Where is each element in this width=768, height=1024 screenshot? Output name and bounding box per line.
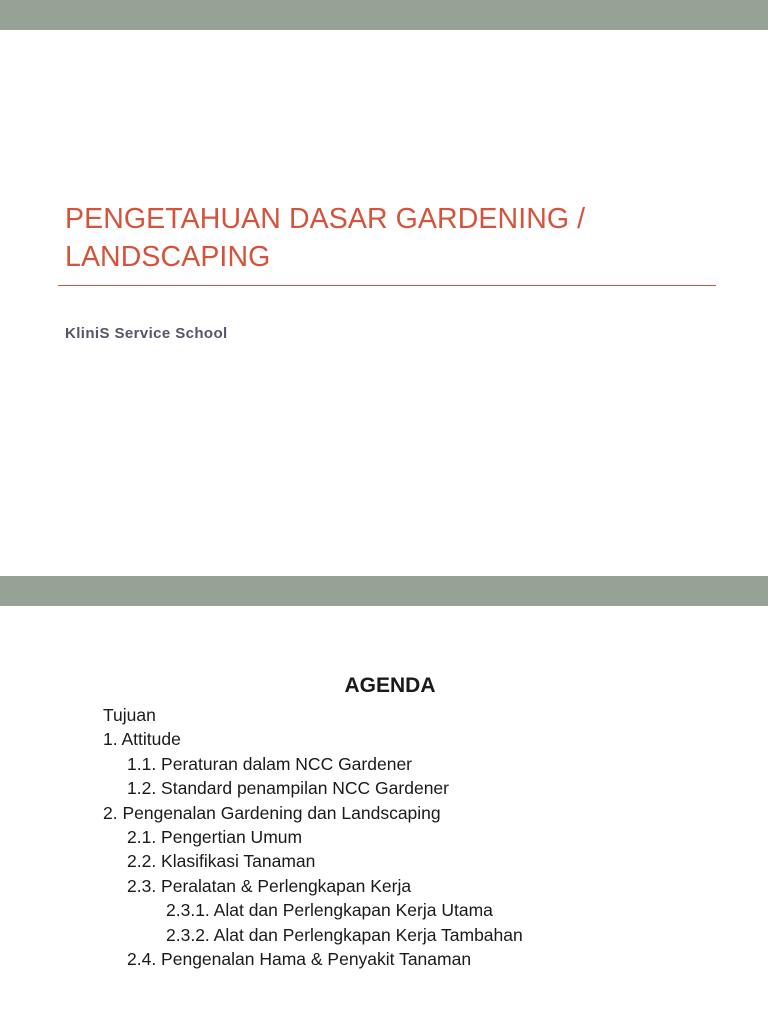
slide-title bbox=[65, 200, 705, 276]
title-divider bbox=[58, 285, 716, 286]
agenda-item: 2.3.2. Alat dan Perlengkapan Kerja Tambahan bbox=[166, 924, 523, 945]
agenda-item: 1.2. Standard penampilan NCC Gardener bbox=[127, 778, 449, 799]
agenda-list bbox=[103, 703, 523, 971]
agenda-item: 2.2. Klasifikasi Tanaman bbox=[127, 851, 316, 872]
agenda-item: 1. Attitude bbox=[103, 729, 181, 750]
slide-top-bar bbox=[0, 576, 768, 606]
agenda-heading: AGENDA bbox=[344, 674, 436, 697]
agenda-item: 2.4. Pengenalan Hama & Penyakit Tanaman bbox=[127, 948, 472, 969]
agenda-item: 1.1. Peraturan dalam NCC Gardener bbox=[127, 753, 412, 774]
slide-top-bar bbox=[0, 0, 768, 30]
slide-subtitle: KliniS Service School bbox=[65, 325, 228, 342]
slide-title-line-2: LANDSCAPING bbox=[65, 241, 271, 273]
agenda-item: 2.3. Peralatan & Perlengkapan Kerja bbox=[127, 875, 412, 896]
agenda-item: 2.1. Pengertian Umum bbox=[127, 826, 303, 847]
agenda-item: 2.3.1. Alat dan Perlengkapan Kerja Utama bbox=[166, 900, 493, 921]
slide-title-line-1: PENGETAHUAN DASAR GARDENING / bbox=[65, 203, 586, 235]
agenda-slide bbox=[0, 576, 768, 1024]
agenda-item: 2. Pengenalan Gardening dan Landscaping bbox=[103, 802, 441, 823]
agenda-item: Tujuan bbox=[103, 705, 156, 725]
